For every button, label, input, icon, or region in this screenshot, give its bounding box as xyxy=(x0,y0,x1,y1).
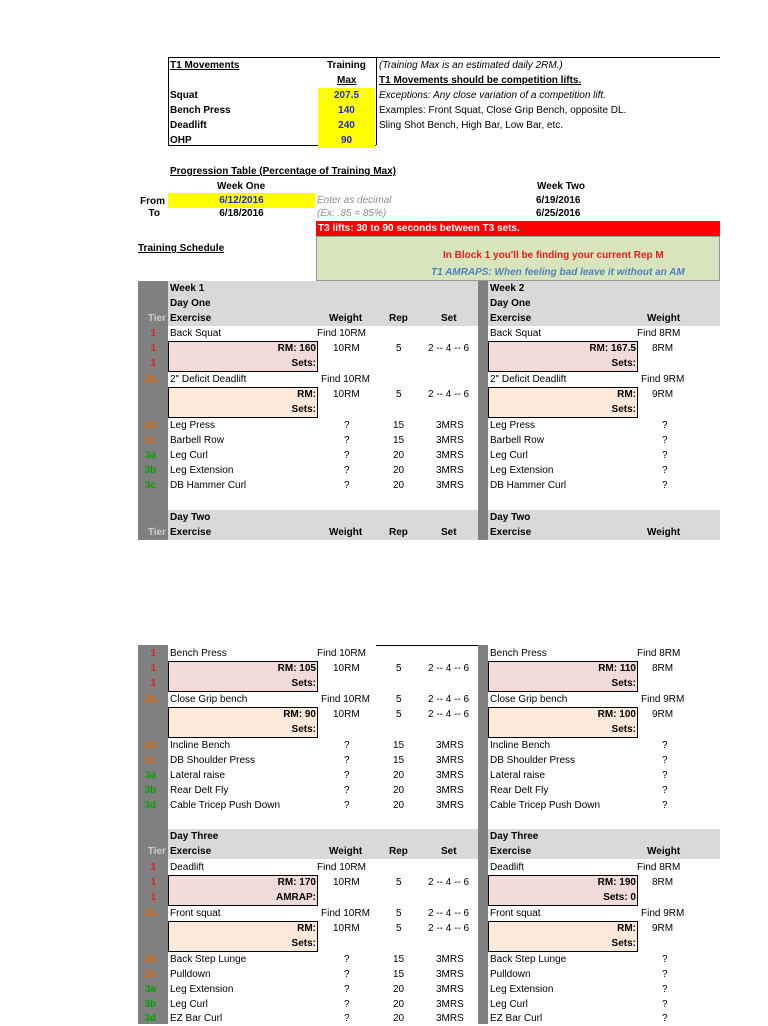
amrap-note: T1 AMRAPS: When feeling bad leave it without an AM xyxy=(431,267,685,278)
w2-rep-target: 9RM xyxy=(652,709,674,720)
rep-count: 15 xyxy=(393,755,405,766)
weight-unknown: ? xyxy=(344,999,350,1010)
set-header: Set xyxy=(441,527,457,538)
weight-find: Find 10RM xyxy=(321,374,370,385)
rep-count: 5 xyxy=(396,877,402,888)
rep-count: 20 xyxy=(393,770,405,781)
lift-name-ohp: OHP xyxy=(170,135,192,146)
tier-header: Tier xyxy=(147,527,166,538)
w2-weight-find: Find 8RM xyxy=(637,648,681,659)
set-scheme: 3MRS xyxy=(436,465,464,476)
tier-1: 1 xyxy=(150,328,156,339)
block-note: In Block 1 you'll be finding your current Rep M xyxy=(443,250,664,261)
tier-3d: 3d xyxy=(144,1013,156,1024)
set-scheme: 3MRS xyxy=(436,435,464,446)
rep-count: 20 xyxy=(393,1013,405,1024)
tier-2c: 2c xyxy=(144,755,156,766)
w2-weight-unknown: ? xyxy=(662,954,668,965)
week1-from-date[interactable]: 6/12/2016 xyxy=(168,193,315,208)
w2-rep-target: 8RM xyxy=(652,877,674,888)
rep-count: 15 xyxy=(393,969,405,980)
tier-2b: 2b xyxy=(144,740,156,751)
w2-weight-unknown: ? xyxy=(662,770,668,781)
squat-max-input[interactable]: 207.5 xyxy=(318,88,375,103)
lift-name-squat: Squat xyxy=(170,90,198,101)
weight-header: Weight xyxy=(329,527,363,538)
deadlift-max-input[interactable]: 240 xyxy=(318,118,375,133)
set-scheme: 3MRS xyxy=(436,954,464,965)
exercise-ez-bar-curl: EZ Bar Curl xyxy=(170,1013,223,1024)
set-scheme: 2 -- 4 -- 6 xyxy=(428,923,470,934)
day-three-label: Day Three xyxy=(170,831,219,842)
rep-target: 10RM xyxy=(333,389,360,400)
rm-value: RM: 105 xyxy=(277,663,316,674)
tier-3b: 3b xyxy=(144,785,156,796)
w2-exercise-leg-curl: Leg Curl xyxy=(490,999,528,1010)
tier-1: 1 xyxy=(150,862,156,873)
tier-2b: 2b xyxy=(144,954,156,965)
lift-name-bench: Bench Press xyxy=(170,105,231,116)
week2-exercise-header: Exercise xyxy=(490,313,532,324)
weight-unknown: ? xyxy=(344,480,350,491)
w2-exercise-rear-delt-fly: Rear Delt Fly xyxy=(490,785,549,796)
weight-unknown: ? xyxy=(344,755,350,766)
exercise-deadlift: Deadlift xyxy=(170,862,204,873)
tier-3b: 3b xyxy=(144,999,156,1010)
tier-3a: 3a xyxy=(144,450,156,461)
rep-count: 15 xyxy=(393,954,405,965)
w2-exercise-leg-extension: Leg Extension xyxy=(490,465,554,476)
rep-target: 10RM xyxy=(333,877,360,888)
w2-rm-value: RM: xyxy=(617,923,636,934)
tier-header: Tier xyxy=(147,846,166,857)
t1-heading: T1 Movements xyxy=(170,60,240,71)
exercise-lateral-raise: Lateral raise xyxy=(170,770,226,781)
tier-3a: 3a xyxy=(144,984,156,995)
w2-exercise-cable-tricep-push-down: Cable Tricep Push Down xyxy=(490,800,601,811)
tier-1: 1 xyxy=(150,678,156,689)
week-divider-bottom xyxy=(478,645,488,1024)
lift-name-deadlift: Deadlift xyxy=(170,120,207,131)
rep-count: 5 xyxy=(396,923,402,934)
weight-unknown: ? xyxy=(344,785,350,796)
weight-find: Find 10RM xyxy=(321,908,370,919)
w2-exercise-bench-press: Bench Press xyxy=(490,648,547,659)
t1-note-1: (Training Max is an estimated daily 2RM.) xyxy=(379,60,563,71)
set-scheme: 2 -- 4 -- 6 xyxy=(428,343,470,354)
w2-weight-unknown: ? xyxy=(662,465,668,476)
w2-exercise-lateral-raise: Lateral raise xyxy=(490,770,546,781)
w2-weight-unknown: ? xyxy=(662,480,668,491)
t1-mid-border xyxy=(376,57,377,145)
w2-day-two-label: Day Two xyxy=(490,512,531,523)
exercise-front-squat: Front squat xyxy=(170,908,221,919)
rep-count: 5 xyxy=(396,663,402,674)
weight-find: Find 10RM xyxy=(317,862,366,873)
exercise-leg-curl: Leg Curl xyxy=(170,450,208,461)
w2-weight-header: Weight xyxy=(647,527,681,538)
exercise-leg-press: Leg Press xyxy=(170,420,216,431)
rep-count: 15 xyxy=(393,435,405,446)
w2-rep-target: 9RM xyxy=(652,923,674,934)
w2-rm-value: RM: 100 xyxy=(597,709,636,720)
tier-2a: 2a xyxy=(144,374,156,385)
rep-target: 10RM xyxy=(333,709,360,720)
week-two-label: Week Two xyxy=(537,181,585,192)
week2-weight-header: Weight xyxy=(647,313,681,324)
w2-exercise-back-squat: Back Squat xyxy=(490,328,542,339)
t1-left-border xyxy=(168,57,169,145)
exercise-rear-delt-fly: Rear Delt Fly xyxy=(170,785,229,796)
weight-unknown: ? xyxy=(344,984,350,995)
exercise-header: Exercise xyxy=(170,313,212,324)
week1-header-bg xyxy=(168,281,478,326)
exercise-back-squat: Back Squat xyxy=(170,328,222,339)
progression-title: Progression Table (Percentage of Training Max) xyxy=(170,166,396,177)
week2-label: Week 2 xyxy=(490,283,525,294)
set-scheme: 2 -- 4 -- 6 xyxy=(428,694,470,705)
decimal-hint: Enter as decimal xyxy=(317,195,392,206)
day-two-header-bg-w1 xyxy=(168,510,478,540)
set-scheme: 3MRS xyxy=(436,969,464,980)
w2-weight-unknown: ? xyxy=(662,755,668,766)
exercise-leg-curl: Leg Curl xyxy=(170,999,208,1010)
rep-count: 15 xyxy=(393,740,405,751)
w2-exercise-close-grip-bench: Close Grip bench xyxy=(490,694,568,705)
w2-weight-find: Find 9RM xyxy=(641,374,685,385)
w2-exercise-header: Exercise xyxy=(490,846,532,857)
tier-3c: 3c xyxy=(144,480,156,491)
tier-header: Tier xyxy=(147,313,166,324)
w2-exercise-leg-extension: Leg Extension xyxy=(490,984,554,995)
w2-rm-value: RM: 167.5 xyxy=(589,343,636,354)
exercise-leg-extension: Leg Extension xyxy=(170,984,234,995)
w2-weight-unknown: ? xyxy=(662,740,668,751)
w2-rm-value: RM: 190 xyxy=(597,877,636,888)
weight-header: Weight xyxy=(329,313,363,324)
w2-weight-unknown: ? xyxy=(662,984,668,995)
weight-header: Weight xyxy=(329,846,363,857)
tier-3d: 3d xyxy=(144,800,156,811)
set-scheme: 3MRS xyxy=(436,770,464,781)
tier-1: 1 xyxy=(150,663,156,674)
w2-exercise-leg-press: Leg Press xyxy=(490,420,536,431)
rep-count: 20 xyxy=(393,785,405,796)
w2-weight-header: Weight xyxy=(647,846,681,857)
rep-count: 5 xyxy=(396,908,402,919)
weight-find: Find 10RM xyxy=(317,328,366,339)
week-divider-top xyxy=(478,281,488,540)
set-scheme: 3MRS xyxy=(436,450,464,461)
exercise-back-step-lunge: Back Step Lunge xyxy=(170,954,247,965)
week1-label: Week 1 xyxy=(170,283,205,294)
exercise-deficit-deadlift: 2" Deficit Deadlift xyxy=(170,374,247,385)
sets-label: Sets: xyxy=(291,358,316,369)
to-label: To xyxy=(148,208,160,219)
set-scheme: 3MRS xyxy=(436,740,464,751)
w2-exercise-front-squat: Front squat xyxy=(490,908,541,919)
set-scheme: 3MRS xyxy=(436,999,464,1010)
rep-count: 20 xyxy=(393,999,405,1010)
w2-sets-label: Sets: 0 xyxy=(603,892,636,903)
t1-note-4: Examples: Front Squat, Close Grip Bench, opposite DL. xyxy=(379,105,627,116)
w2-exercise-deadlift: Deadlift xyxy=(490,862,524,873)
exercise-leg-extension: Leg Extension xyxy=(170,465,234,476)
w2-weight-unknown: ? xyxy=(662,435,668,446)
exercise-header: Exercise xyxy=(170,527,212,538)
w2-weight-find: Find 8RM xyxy=(637,862,681,873)
set-scheme: 2 -- 4 -- 6 xyxy=(428,877,470,888)
w2-exercise-back-step-lunge: Back Step Lunge xyxy=(490,954,567,965)
exercise-pulldown: Pulldown xyxy=(170,969,211,980)
rep-target: 10RM xyxy=(333,923,360,934)
set-header: Set xyxy=(441,846,457,857)
w2-exercise-incline-bench: Incline Bench xyxy=(490,740,551,751)
set-scheme: 3MRS xyxy=(436,755,464,766)
w2-weight-find: Find 9RM xyxy=(641,908,685,919)
set-scheme: 3MRS xyxy=(436,984,464,995)
weight-unknown: ? xyxy=(344,465,350,476)
set-scheme: 2 -- 4 -- 6 xyxy=(428,709,470,720)
weight-unknown: ? xyxy=(344,1013,350,1024)
set-scheme: 3MRS xyxy=(436,785,464,796)
rm-value: RM: xyxy=(297,923,316,934)
week2-to-date: 6/25/2016 xyxy=(536,208,581,219)
w2-weight-unknown: ? xyxy=(662,969,668,980)
tier-1: 1 xyxy=(150,877,156,888)
w2-day-three-label: Day Three xyxy=(490,831,539,842)
weight-unknown: ? xyxy=(344,954,350,965)
week-one-label: Week One xyxy=(217,181,266,192)
w2-exercise-deficit-deadlift: 2" Deficit Deadlift xyxy=(490,374,567,385)
set-scheme: 2 -- 4 -- 6 xyxy=(428,389,470,400)
w2-rep-target: 9RM xyxy=(652,389,674,400)
tier-3a: 3a xyxy=(144,770,156,781)
exercise-close-grip-bench: Close Grip bench xyxy=(170,694,248,705)
w2-weight-find: Find 8RM xyxy=(637,328,681,339)
tier-1: 1 xyxy=(150,358,156,369)
exercise-barbell-row: Barbell Row xyxy=(170,435,224,446)
w2-sets-label: Sets: xyxy=(611,358,636,369)
rep-target: 10RM xyxy=(333,663,360,674)
w2-weight-unknown: ? xyxy=(662,1013,668,1024)
tier-1: 1 xyxy=(150,892,156,903)
rep-count: 20 xyxy=(393,450,405,461)
rep-header: Rep xyxy=(389,846,408,857)
ohp-max-input[interactable]: 90 xyxy=(318,133,375,148)
w2-exercise-db-hammer-curl: DB Hammer Curl xyxy=(490,480,567,491)
rm-value: RM: xyxy=(297,389,316,400)
w2-exercise-ez-bar-curl: EZ Bar Curl xyxy=(490,1013,543,1024)
rm-value: RM: 90 xyxy=(283,709,316,720)
w2-rep-target: 8RM xyxy=(652,663,674,674)
decimal-example-hint: (Ex: .85 = 85%) xyxy=(317,208,387,219)
w2-weight-unknown: ? xyxy=(662,800,668,811)
t1-note-3: Exceptions: Any close variation of a competition lift. xyxy=(379,90,606,101)
sets-label: Sets: xyxy=(291,678,316,689)
w2-exercise-barbell-row: Barbell Row xyxy=(490,435,544,446)
w2-weight-unknown: ? xyxy=(662,785,668,796)
tier-2c: 2c xyxy=(144,435,156,446)
tier-2b: 2b xyxy=(144,420,156,431)
sets-label: Sets: xyxy=(291,938,316,949)
w2-rep-target: 8RM xyxy=(652,343,674,354)
rep-count: 20 xyxy=(393,984,405,995)
w2-weight-find: Find 9RM xyxy=(641,694,685,705)
rm-value: RM: 170 xyxy=(277,877,316,888)
w2-weight-unknown: ? xyxy=(662,450,668,461)
set-scheme: 2 -- 4 -- 6 xyxy=(428,663,470,674)
weight-find: Find 10RM xyxy=(321,694,370,705)
exercise-db-hammer-curl: DB Hammer Curl xyxy=(170,480,247,491)
weight-unknown: ? xyxy=(344,740,350,751)
amrap-label: AMRAP: xyxy=(276,892,316,903)
top-border-bottom xyxy=(376,645,478,646)
tier-1: 1 xyxy=(150,648,156,659)
exercise-cable-tricep-push-down: Cable Tricep Push Down xyxy=(170,800,281,811)
set-scheme: 3MRS xyxy=(436,420,464,431)
rep-target: 10RM xyxy=(333,343,360,354)
w2-sets-label: Sets: xyxy=(611,724,636,735)
rep-count: 20 xyxy=(393,800,405,811)
w2-exercise-header: Exercise xyxy=(490,527,532,538)
week2-day-one-label: Day One xyxy=(490,298,531,309)
rep-count: 5 xyxy=(396,389,402,400)
w2-exercise-leg-curl: Leg Curl xyxy=(490,450,528,461)
w2-weight-unknown: ? xyxy=(662,999,668,1010)
rep-count: 20 xyxy=(393,480,405,491)
w2-rm-value: RM: xyxy=(617,389,636,400)
weight-unknown: ? xyxy=(344,800,350,811)
w2-sets-label: Sets: xyxy=(611,678,636,689)
set-scheme: 3MRS xyxy=(436,1013,464,1024)
tier-2a: 2a xyxy=(144,908,156,919)
training-schedule-title: Training Schedule xyxy=(138,243,225,254)
w2-exercise-db-shoulder-press: DB Shoulder Press xyxy=(490,755,576,766)
rep-header: Rep xyxy=(389,527,408,538)
t1-note-2: T1 Movements should be competition lifts. xyxy=(379,75,582,86)
week1-to-date: 6/18/2016 xyxy=(219,208,264,219)
set-scheme: 2 -- 4 -- 6 xyxy=(428,908,470,919)
w2-weight-unknown: ? xyxy=(662,420,668,431)
exercise-incline-bench: Incline Bench xyxy=(170,740,231,751)
rep-count: 5 xyxy=(396,709,402,720)
sets-label: Sets: xyxy=(291,404,316,415)
day-two-label: Day Two xyxy=(170,512,211,523)
weight-unknown: ? xyxy=(344,435,350,446)
exercise-header: Exercise xyxy=(170,846,212,857)
sets-label: Sets: xyxy=(291,724,316,735)
tier-2c: 2c xyxy=(144,969,156,980)
rm-value: RM: 160 xyxy=(277,343,316,354)
day-one-label: Day One xyxy=(170,298,211,309)
bench-max-input[interactable]: 140 xyxy=(318,103,375,118)
weight-unknown: ? xyxy=(344,969,350,980)
from-label: From xyxy=(140,196,165,207)
rep-count: 5 xyxy=(396,343,402,354)
weight-unknown: ? xyxy=(344,770,350,781)
w2-sets-label: Sets: xyxy=(611,404,636,415)
rep-count: 5 xyxy=(396,694,402,705)
weight-find: Find 10RM xyxy=(317,648,366,659)
t3-rest-banner: T3 lifts: 30 to 90 seconds between T3 sets. xyxy=(316,221,720,236)
tier-3b: 3b xyxy=(144,465,156,476)
t1-note-5: Sling Shot Bench, High Bar, Low Bar, etc. xyxy=(379,120,563,131)
w2-rm-value: RM: 110 xyxy=(598,663,636,674)
set-scheme: 3MRS xyxy=(436,800,464,811)
w2-exercise-pulldown: Pulldown xyxy=(490,969,531,980)
tier-2a: 2a xyxy=(144,694,156,705)
set-header: Set xyxy=(441,313,457,324)
tier-1: 1 xyxy=(150,343,156,354)
week2-from-date: 6/19/2016 xyxy=(536,195,581,206)
weight-unknown: ? xyxy=(344,420,350,431)
w2-sets-label: Sets: xyxy=(611,938,636,949)
exercise-bench-press: Bench Press xyxy=(170,648,227,659)
rep-count: 15 xyxy=(393,420,405,431)
training-label: Training xyxy=(327,60,366,71)
rep-count: 20 xyxy=(393,465,405,476)
exercise-db-shoulder-press: DB Shoulder Press xyxy=(170,755,256,766)
max-label: Max xyxy=(337,75,357,86)
rep-header: Rep xyxy=(389,313,408,324)
weight-unknown: ? xyxy=(344,450,350,461)
set-scheme: 3MRS xyxy=(436,480,464,491)
